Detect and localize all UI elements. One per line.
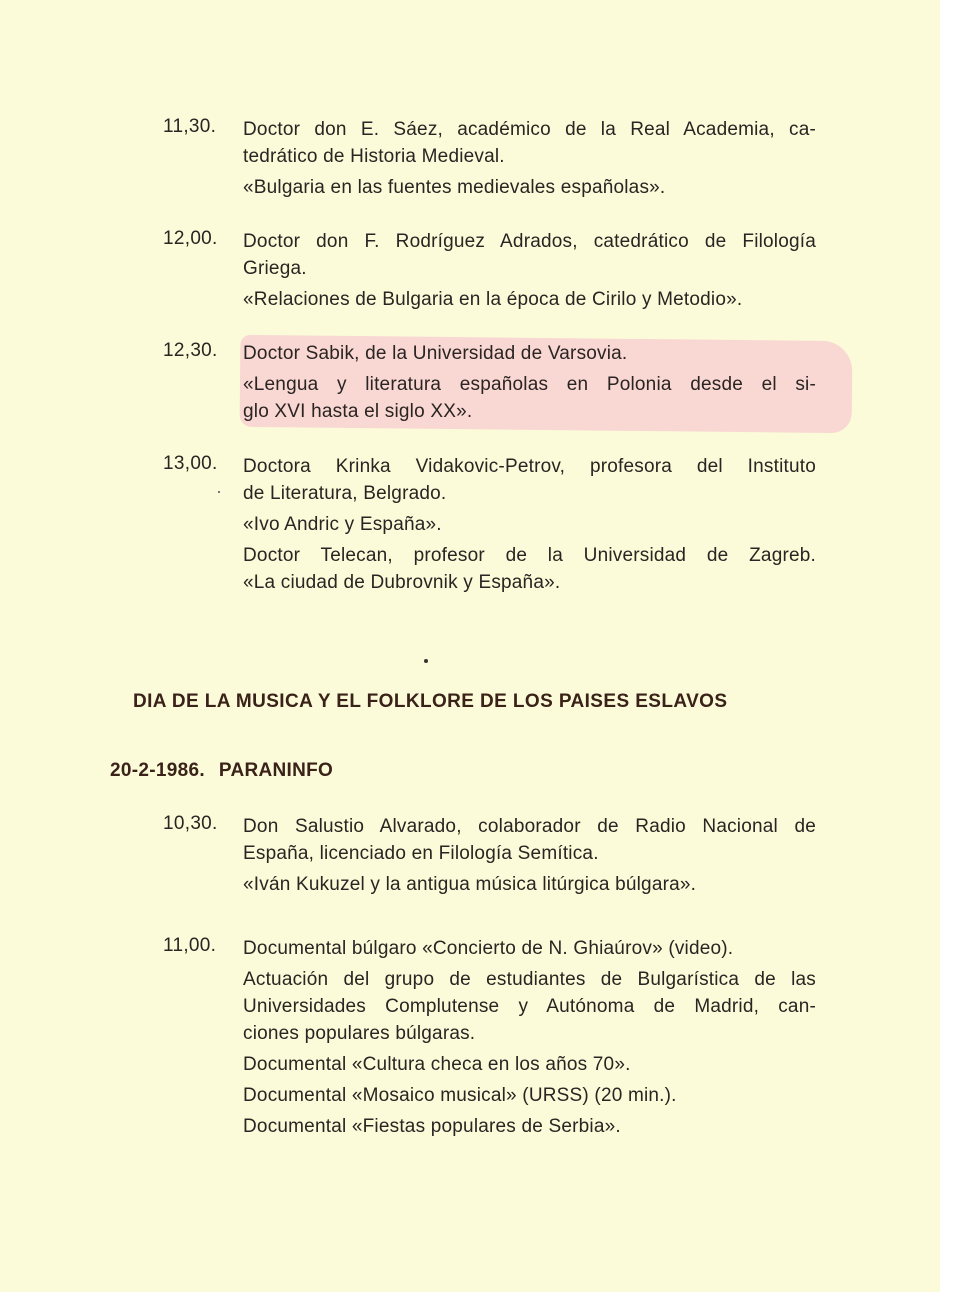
entry-time: 11,30. <box>163 116 217 137</box>
section-place: PARANINFO <box>218 760 334 781</box>
entry-talk-title: glo XVI hasta el siglo XX». <box>243 401 473 422</box>
entry-speaker-line: Griega. <box>243 258 307 279</box>
entry-description-line: ciones populares búlgaras. <box>243 1023 476 1044</box>
section-date-line <box>110 760 347 782</box>
entry-speaker-line: Doctor don E. Sáez, académico de la Real Academia, ca- <box>243 119 816 140</box>
entry-speaker-line: Doctora Krinka Vidakovic-Petrov, profesora del Instituto <box>243 456 816 477</box>
entry-time: 12,00. <box>163 228 218 249</box>
entry-speaker-line: Don Salustio Alvarado, colaborador de Radio Nacional de <box>243 816 816 837</box>
entry-speaker-line: Doctor don F. Rodríguez Adrados, catedrático de Filología <box>243 231 816 252</box>
entry-time: 10,30. <box>163 813 218 834</box>
section-date: 20-2-1986. <box>110 760 205 781</box>
section-title: DIA DE LA MUSICA Y EL FOLKLORE DE LOS PAISES ESLAVOS <box>133 691 728 712</box>
entry-documentary-line: Documental «Mosaico musical» (URSS) (20 min.). <box>243 1085 677 1106</box>
entry-documentary-line: Documental «Cultura checa en los años 70». <box>243 1054 631 1075</box>
entry-description-line: Actuación del grupo de estudiantes de Bulgarística de las <box>243 969 816 990</box>
entry-time: 13,00. <box>163 453 218 474</box>
entry-speaker-line: España, licenciado en Filología Semítica. <box>243 843 599 864</box>
entry-description-line: Universidades Complutense y Autónoma de Madrid, can- <box>243 996 816 1017</box>
entry-speaker-line: Doctor Telecan, profesor de la Universidad de Zagreb. <box>243 545 816 566</box>
ink-speck <box>218 491 220 493</box>
ink-speck <box>424 659 428 663</box>
entry-talk-title: «Lengua y literatura españolas en Polonia desde el si- <box>243 374 816 395</box>
entry-talk-title: «Bulgaria en las fuentes medievales españolas». <box>243 177 666 198</box>
entry-talk-title: «Relaciones de Bulgaria en la época de Cirilo y Metodio». <box>243 289 743 310</box>
entry-time: 12,30. <box>163 340 218 361</box>
entry-documentary-line: Documental «Fiestas populares de Serbia». <box>243 1116 621 1137</box>
entry-talk-title: «La ciudad de Dubrovnik y España». <box>243 572 561 593</box>
entry-documentary-line: Documental búlgaro «Concierto de N. Ghiaúrov» (video). <box>243 938 734 959</box>
entry-time: 11,00. <box>163 935 217 956</box>
entry-speaker-line: Doctor Sabik, de la Universidad de Varsovia. <box>243 343 628 364</box>
entry-speaker-line: tedrático de Historia Medieval. <box>243 146 505 167</box>
entry-talk-title: «Ivo Andric y España». <box>243 514 442 535</box>
entry-talk-title: «Iván Kukuzel y la antigua música litúrgica búlgara». <box>243 874 697 895</box>
entry-speaker-line: de Literatura, Belgrado. <box>243 483 447 504</box>
